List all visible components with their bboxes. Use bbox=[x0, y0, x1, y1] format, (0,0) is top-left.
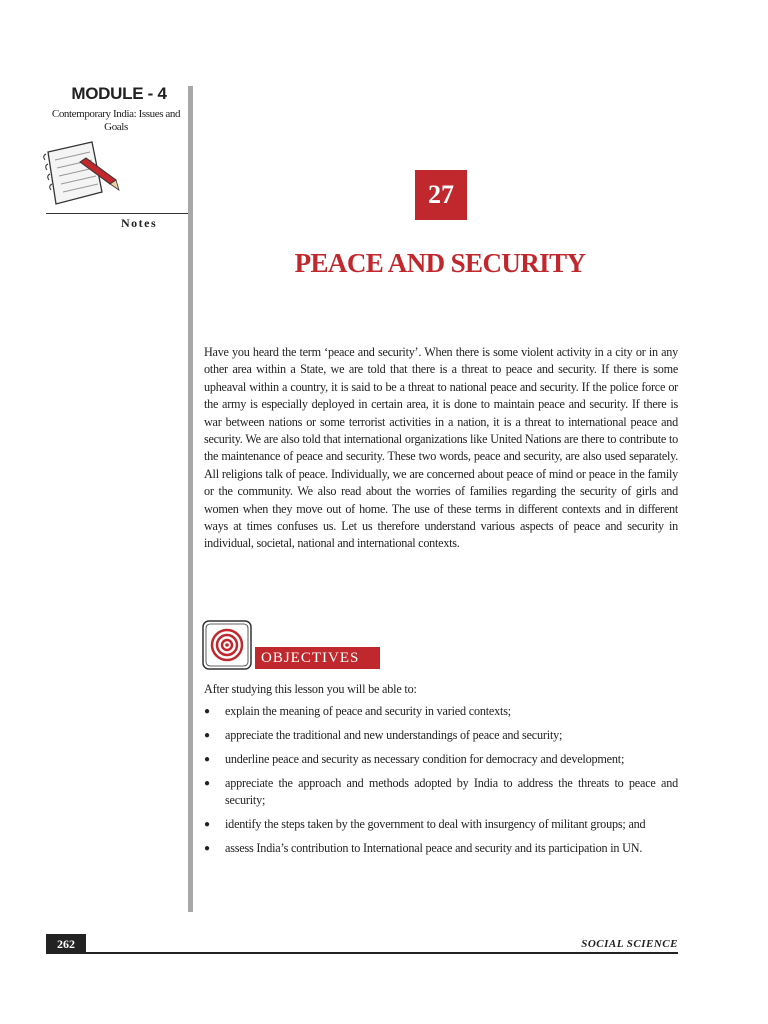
module-title: MODULE - 4 bbox=[71, 84, 167, 103]
list-item bbox=[204, 751, 678, 768]
list-item bbox=[204, 703, 678, 720]
objectives-list bbox=[204, 703, 678, 864]
chapter-number: 27 bbox=[415, 170, 467, 220]
margin-bar bbox=[188, 86, 193, 912]
objectives-heading: OBJECTIVES bbox=[255, 647, 380, 669]
intro-paragraph: Have you heard the term ‘peace and security’. When there is some violent activity in a city or in any other area within a State, we are told that there is a threat to peace and security. If there is some upheaval within a country, it is said to be a threat to national peace and security. If the police force or the army is especially deployed in certain area, it is done to maintain peace and security. If there is war between nations or some terrorist activities in a nation, it is a threat to international peace and security. We are also told that international organizations like United Nations are there to contribute to the maintenance of peace and security. These two words, peace and security, are also used separately. All religions talk of peace. Individually, we are concerned about peace of mind or peace in the family or the community. We also read about the worries of families regarding the security of girls and women when they move out of home. The use of these terms in different contexts and in different ways at times confuses us. Let us therefore understand various aspects of peace and security in individual, societal, national and international contexts. bbox=[204, 345, 678, 551]
footer-label: SOCIAL SCIENCE bbox=[581, 938, 678, 950]
list-item bbox=[204, 727, 678, 744]
objectives-lead: After studying this lesson you will be able to: bbox=[204, 682, 417, 696]
bullet: ● bbox=[204, 843, 210, 854]
list-item-text: appreciate the approach and methods adopted by India to address the threats to peace and security; bbox=[225, 776, 678, 807]
bullet: ● bbox=[204, 819, 210, 830]
notes-rule bbox=[46, 213, 188, 214]
list-item bbox=[204, 775, 678, 809]
list-item-text: explain the meaning of peace and security in varied contexts; bbox=[225, 704, 511, 718]
notepad-pencil-icon bbox=[40, 140, 124, 212]
footer-rule bbox=[46, 952, 678, 954]
bullet: ● bbox=[204, 778, 210, 789]
bullet: ● bbox=[204, 730, 210, 741]
bullet: ● bbox=[204, 754, 210, 765]
list-item bbox=[204, 816, 678, 833]
module-subtitle: Contemporary India: Issues and Goals bbox=[51, 108, 181, 133]
list-item-text: identify the steps taken by the government to deal with insurgency of militant groups; and bbox=[225, 817, 646, 831]
bullet: ● bbox=[204, 706, 210, 717]
list-item-text: underline peace and security as necessary condition for democracy and development; bbox=[225, 752, 625, 766]
notes-label: Notes bbox=[121, 216, 158, 230]
list-item bbox=[204, 840, 678, 857]
list-item-text: assess India’s contribution to International peace and security and its participation in UN. bbox=[225, 841, 643, 855]
target-icon bbox=[202, 620, 252, 670]
page-number: 262 bbox=[46, 934, 86, 954]
chapter-title: PEACE AND SECURITY bbox=[294, 248, 586, 278]
list-item-text: appreciate the traditional and new understandings of peace and security; bbox=[225, 728, 563, 742]
